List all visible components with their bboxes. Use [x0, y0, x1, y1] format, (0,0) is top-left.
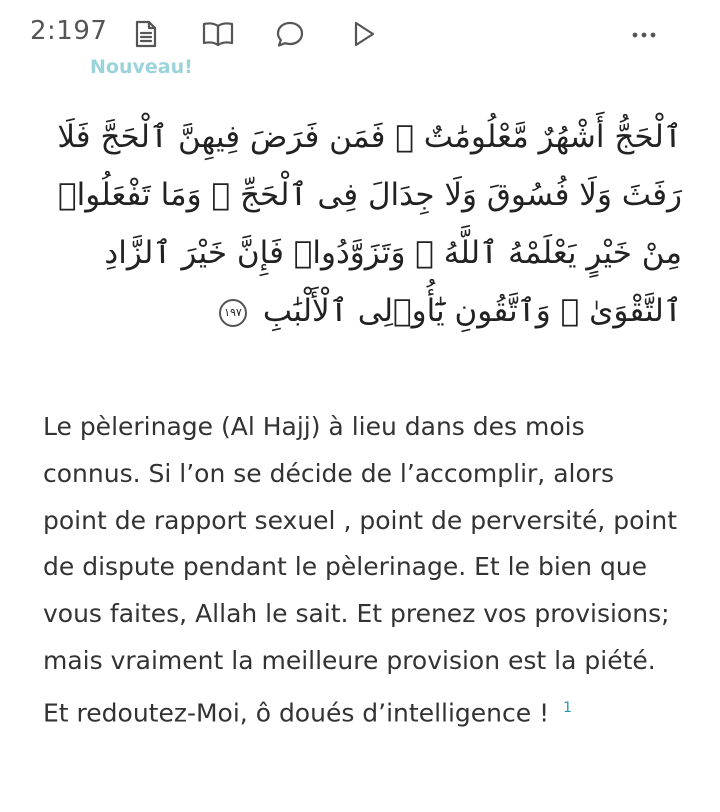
book-icon[interactable] — [200, 16, 236, 52]
more-icon[interactable] — [626, 16, 662, 52]
translation-paragraph — [43, 404, 683, 737]
footnote-link[interactable]: 1 — [563, 699, 573, 716]
arabic-verse — [40, 108, 682, 340]
ayah-number-marker: ١٩٧ — [219, 299, 247, 327]
verse-header — [0, 0, 720, 78]
verse-reference: 2:197 — [30, 16, 108, 46]
play-icon[interactable] — [346, 16, 382, 52]
arabic-verse-text: ٱلْحَجُّ أَشْهُرٌ مَّعْلُومَٰتٌ ۚ فَمَن فَرَضَ فِيهِنَّ ٱلْحَجَّ فَلَا رَفَثَ وَلَا فُسُوقَ وَلَا جِدَالَ فِى ٱلْحَجِّ ۗ وَمَا تَفْعَلُوا۟ مِنْ خَيْرٍ يَعْلَمْهُ ٱللَّهُ ۗ وَتَزَوَّدُوا۟ فَإِنَّ خَيْرَ ٱلزَّادِ ٱلتَّقْوَىٰ ۚ وَٱتَّقُونِ يَٰٓأُو۟لِى ٱلْأَلْبَٰبِ — [57, 119, 682, 329]
comment-icon[interactable] — [272, 16, 308, 52]
new-badge: Nouveau! — [90, 56, 193, 78]
document-icon[interactable] — [128, 16, 164, 52]
translation-text: Le pèlerinage (Al Hajj) à lieu dans des mois connus. Si l’on se décide de l’accomplir, alors point de rapport sexuel , point de perversité, point de dispute pendant le pèlerinage. Et le bien que vous faites, Allah le sait. Et prenez vos provisions; mais vraiment la meilleure provision est la piété. Et redoutez-Moi, ô doués d’intelligence ! — [43, 412, 678, 728]
